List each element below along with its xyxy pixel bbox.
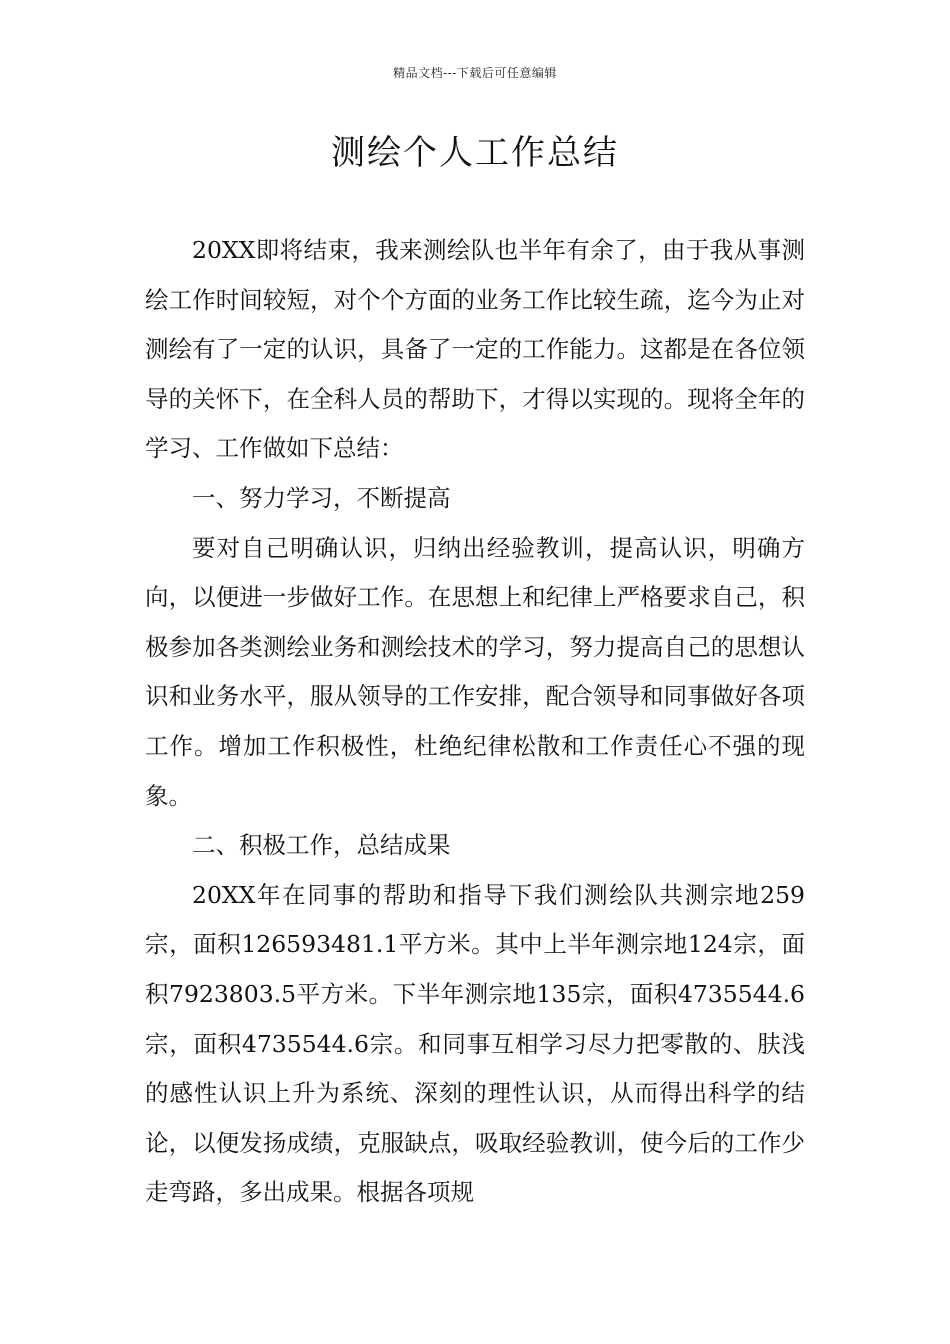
paragraph-study: 要对自己明确认识，归纳出经验教训，提高认识，明确方向，以便进一步做好工作。在思想上和纪律上严格要求自己，积极参加各类测绘业务和测绘技术的学习，努力提高自己的思想认识和业务水平，服从领导的工作安排，配合领导和同事做好各项工作。增加工作积极性，杜绝纪律松散和工作责任心不强的现象。 bbox=[145, 533, 805, 810]
section-heading-2: 二、积极工作，总结成果 bbox=[192, 831, 451, 860]
header-note: 精品文档---下载后可任意编辑 bbox=[393, 66, 557, 80]
page-title: 测绘个人工作总结 bbox=[331, 133, 619, 173]
document-body bbox=[145, 226, 805, 1218]
paragraph-results: 20XX年在同事的帮助和指导下我们测绘队共测宗地259宗，面积126593481.1平方米。其中上半年测宗地124宗，面积7923803.5平方米。下半年测宗地135宗，面积4735544.6宗，面积4735544.6宗。和同事互相学习尽力把零散的、肤浅的感性认识上升为系统、深刻的理性认识，从而得出科学的结论，以便发扬成绩，克服缺点，吸取经验教训，使今后的工作少走弯路，多出成果。根据各项规 bbox=[145, 880, 805, 1207]
paragraph-intro: 20XX即将结束，我来测绘队也半年有余了，由于我从事测绘工作时间较短，对个个方面的业务工作比较生疏，迄今为止对测绘有了一定的认识，具备了一定的工作能力。这都是在各位领导的关怀下，在全科人员的帮助下，才得以实现的。现将全年的学习、工作做如下总结： bbox=[145, 236, 805, 463]
section-heading-1: 一、努力学习，不断提高 bbox=[192, 483, 451, 512]
